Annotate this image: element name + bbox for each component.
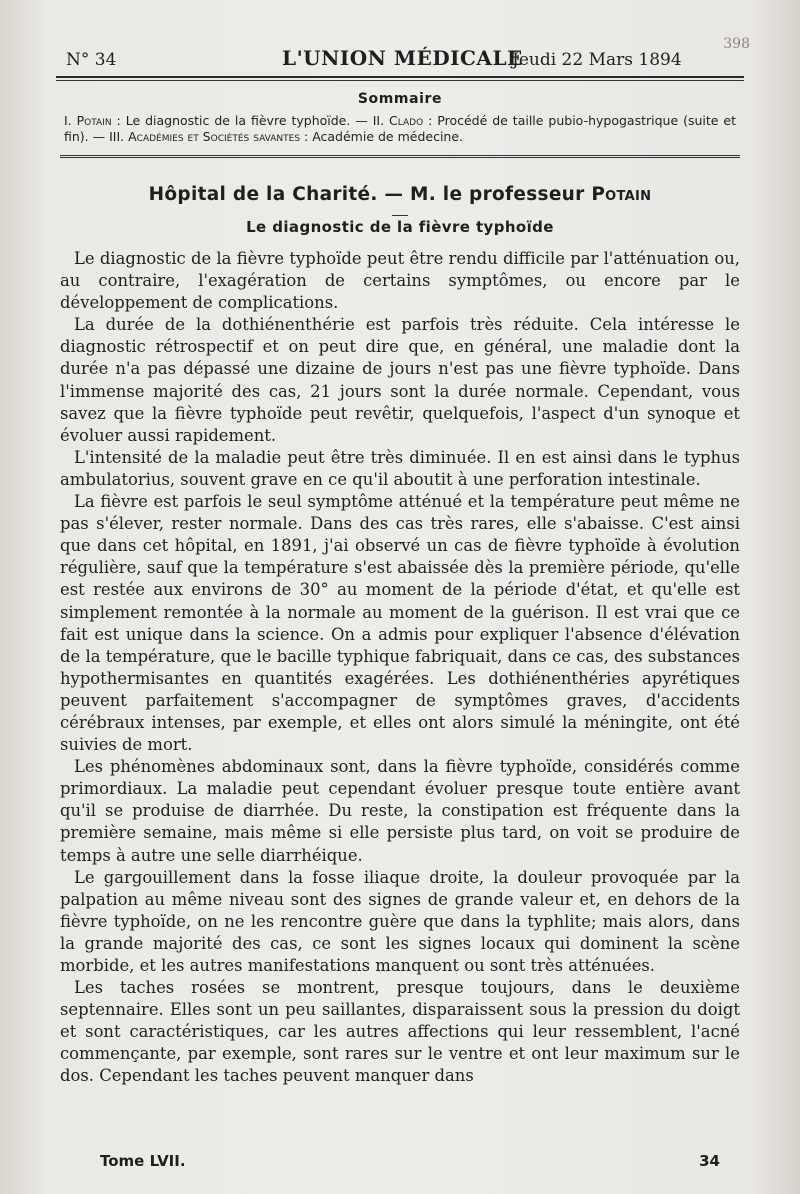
- volume-label: Tome LVII.: [100, 1152, 186, 1170]
- summary-item-num: I.: [64, 113, 72, 128]
- paragraph: Les phénomènes abdominaux sont, dans la fièvre typhoïde, considérés comme primordiaux. La maladie peut cependant évoluer presque toute entière avant qu'il se produise de diarrhée. Du reste, la constipation est fréquente dans la première semaine, mais même si elle persiste plus tard, on voit se produire de temps à autre une selle diarrhéique.: [60, 757, 740, 865]
- signature-number: 34: [699, 1152, 720, 1170]
- summary-contents: [60, 113, 740, 145]
- corner-page-number: 398: [723, 36, 750, 52]
- paragraph: Le diagnostic de la fièvre typhoïde peut être rendu difficile par l'atténuation ou, au contraire, l'exagération de certains symptômes, ou encore par le développement de complications.: [60, 249, 740, 313]
- header-rule-thin: [56, 80, 744, 81]
- paragraph: Le gargouillement dans la fosse iliaque droite, la douleur provoquée par la palpation au même niveau sont des signes de grande valeur et, en dehors de la fièvre typhoïde, on ne les rencontre guère que dans la typhlite; mais alors, dans la grande majorité des cas, ce sont les signes locaux qui dominent la scène morbide, et les autres manifestations manquent ou sont très atténuées.: [60, 867, 740, 975]
- summary-item-text: : Le diagnostic de la fièvre typhoïde. —: [111, 113, 373, 128]
- summary-divider: [60, 155, 740, 158]
- issue-date: Jeudi 22 Mars 1894: [512, 50, 682, 70]
- summary-item-num: II.: [372, 113, 385, 128]
- summary-item-text: : Procédé de taille pubio-hypogastrique (suite et fin). —: [64, 113, 737, 144]
- summary-item-text: : Académie de médecine.: [300, 129, 464, 144]
- hospital-line: Hôpital de la Charité. — M. le professeur: [148, 184, 592, 205]
- page-footer: [60, 1150, 740, 1176]
- summary-item-num: III.: [109, 129, 125, 144]
- summary-item-author: Académies et Sociétés savantes: [128, 129, 301, 144]
- issue-number: N° 34: [66, 50, 117, 70]
- professor-name: Potain: [591, 184, 652, 205]
- paragraph: La durée de la dothiénenthérie est parfois très réduite. Cela intéresse le diagnostic rétrospectif et on peut dire que, en général, une maladie dont la durée n'a pas dépassé une dizaine de jours n'est pas une fièvre typhoïde. Dans l'immense majorité des cas, 21 jours sont la durée normale. Cependant, vous savez que la fièvre typhoïde peut revêtir, quelquefois, l'aspect d'un synoque et évoluer aussi rapidement.: [60, 315, 740, 445]
- paragraph: La fièvre est parfois le seul symptôme atténué et la température peut même ne pas s'élever, rester normale. Dans des cas très rares, elle s'abaisse. C'est ainsi que dans cet hôpital, en 1891, j'ai observé un cas de fièvre typhoïde à évolution régulière, sauf que la température s'est abaissée dès la première période, qu'elle est restée aux environs de 30° au moment de la période d'état, et qu'elle est simplement remontée à la normale au moment de la guérison. Il est vrai que ce fait est unique dans la science. On a admis pour expliquer l'absence d'élévation de la température, que le bacille typhique fabriquait, dans ce cas, des substances hypothermisantes en quantités exagérées. Les dothiénenthéries apyrétiques peuvent parfaitement s'accompagner de symptômes graves, d'accidents cérébraux intenses, par exemple, et elles ont alors simulé la méningite, ont été suivies de mort.: [60, 492, 740, 755]
- article-body: [60, 248, 740, 1088]
- summary-item-author: Potain: [76, 113, 112, 128]
- header-rule: [56, 76, 744, 78]
- summary-title: Sommaire: [357, 91, 443, 107]
- lecture-heading: [60, 184, 740, 205]
- page-header: [60, 36, 750, 76]
- title-rule: [392, 215, 408, 216]
- journal-title: L'UNION MÉDICALE: [282, 46, 523, 70]
- paragraph: Les taches rosées se montrent, presque toujours, dans le deuxième septennaire. Elles sont un peu saillantes, disparaissent sous la pression du doigt et sont caractéristiques, car les autres affections qui leur ressemblent, l'acné commençante, par exemple, sont rares sur le ventre et ont leur maximum sur le dos. Cependant les taches peuvent manquer dans: [60, 978, 740, 1086]
- summary-item-author: Clado: [389, 113, 424, 128]
- article-title: Le diagnostic de la fièvre typhoïde: [246, 218, 554, 236]
- paragraph: L'intensité de la maladie peut être très diminuée. Il en est ainsi dans le typhus ambulatorius, souvent grave en ce qu'il aboutit à une perforation intestinale.: [60, 447, 740, 489]
